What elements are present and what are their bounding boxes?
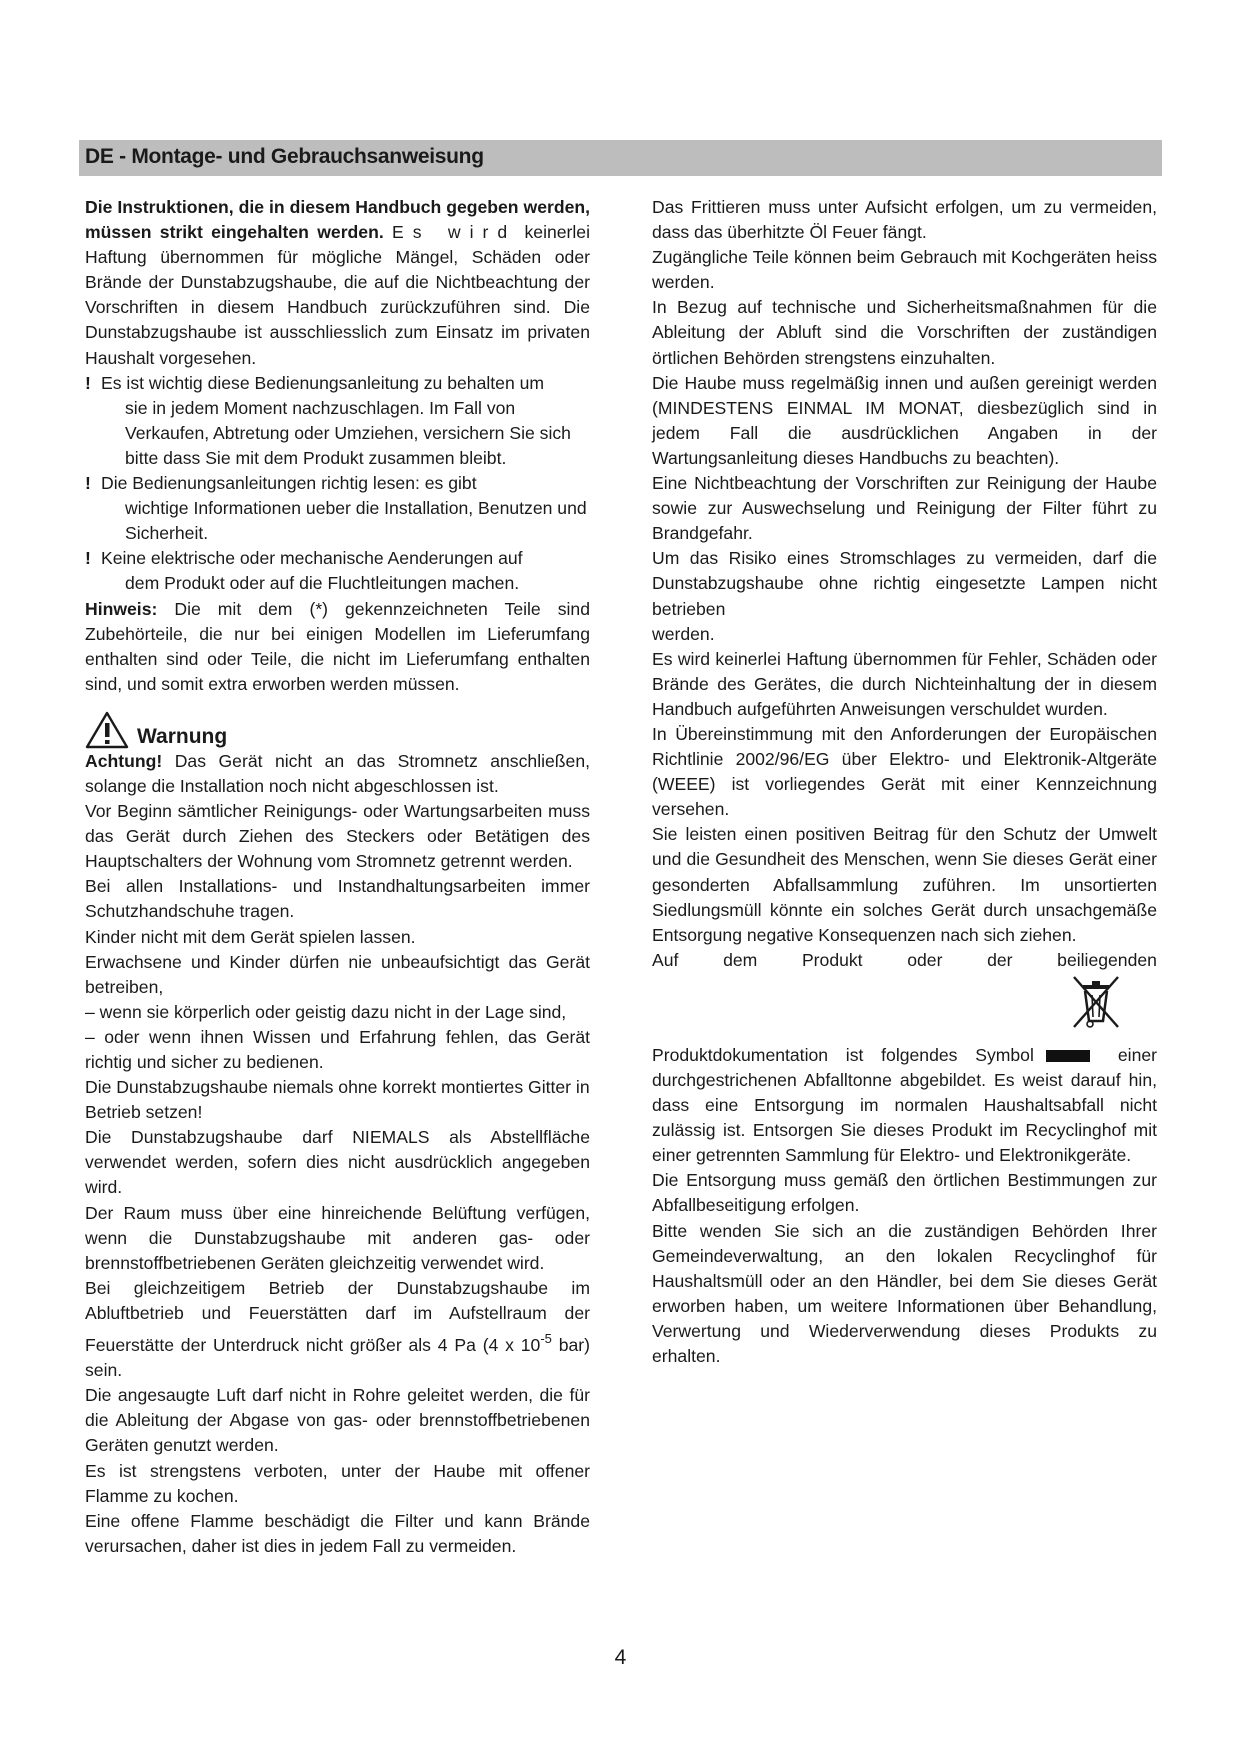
hinweis-text: Die mit dem (*) gekennzeichneten Teile sind Zubehörteile, die nur bei einigen Modellen im Lieferumfang enthalten sind oder Teile, die nicht im Lieferumfang enthalten sind, und somit extra erworben werden müssen.	[85, 598, 591, 694]
paragraph-electric-shock-end: werden.	[652, 623, 715, 644]
bullet-first-line: Es ist wichtig diese Bedienungsanleitung zu behalten um	[101, 372, 545, 393]
right-column	[652, 195, 1157, 1369]
weee-symbol-area	[652, 973, 1157, 1043]
bullet-read-manual	[85, 471, 590, 546]
paragraph-hot-parts: Zugängliche Teile können beim Gebrauch mit Kochgeräten heiss werden.	[652, 247, 1157, 293]
section-title: DE - Montage- und Gebrauchsanweisung	[85, 145, 484, 168]
symbol-text: Produktdokumentation ist folgendes Symbol	[652, 1044, 1034, 1065]
weee-word: dem	[723, 949, 758, 970]
left-column	[85, 195, 590, 1559]
paragraph-filter-damage: Eine offene Flamme beschädigt die Filter und kann Brände verursachen, daher ist dies in jedem Fall zu vermeiden.	[85, 1510, 590, 1556]
exclamation-mark: !	[85, 473, 91, 494]
paragraph-dash-physical: – wenn sie körperlich oder geistig dazu nicht in der Lage sind,	[85, 1001, 567, 1022]
paragraph-open-flame: Es ist strengstens verboten, unter der Haube mit offener Flamme zu kochen.	[85, 1460, 590, 1506]
weee-intro-line	[652, 948, 1157, 973]
warning-title: Warnung	[137, 724, 228, 748]
paragraph-gloves: Bei allen Installations- und Instandhaltungsarbeiten immer Schutzhandschuhe tragen.	[85, 876, 590, 922]
paragraph-liability: Es wird keinerlei Haftung übernommen für Fehler, Schäden oder Brände des Gerätes, die durch Nichteinhaltung der in diesem Handbuch aufgeführten Anweisungen verschuldet wurden.	[652, 648, 1157, 719]
crossed-out-bin-icon	[1068, 973, 1124, 1031]
weee-word: Produkt	[801, 949, 863, 970]
paragraph-grid: Die Dunstabzugshaube niemals ohne korrekt montiertes Gitter in Betrieb setzen!	[85, 1077, 590, 1123]
hinweis-paragraph	[85, 597, 590, 697]
page-number: 4	[614, 1646, 627, 1669]
warning-heading	[85, 711, 590, 749]
paragraph-weee-directive: In Übereinstimmung mit den Anforderungen der Europäischen Richtlinie 2002/96/EG über Elektro- und Elektronik-Altgeräte (WEEE) ist vorliegendes Gerät mit einer Kennzeichnung versehen.	[652, 723, 1157, 820]
weee-word: Auf	[652, 949, 679, 970]
paragraph-negative-pressure	[85, 1276, 590, 1383]
paragraph-no-shelf: Die Dunstabzugshaube darf NIEMALS als Abstellfläche verwendet werden, sofern dies nicht ausdrücklich angegeben wird.	[85, 1127, 590, 1198]
paragraph-electric-shock: Um das Risiko eines Stromschlages zu vermeiden, darf die Dunstabzugshaube ohne richtig eingesetzte Lampen nicht betrieben	[652, 548, 1157, 619]
achtung-label: Achtung!	[85, 750, 163, 771]
exclamation-mark: !	[85, 548, 91, 569]
paragraph-disposal: Die Entsorgung muss gemäß den örtlichen Bestimmungen zur Abfallbeseitigung erfolgen.	[652, 1170, 1157, 1216]
intro-rest-text: keinerlei Haftung übernommen für mögliche Mängel, Schäden oder Brände der Dunstabzugshaube, die auf die Nichtbeachtung der Vorschriften in diesem Handbuch zurückzuführen sind. Die Dunstabzugshaube ist ausschliesslich zum Einsatz im privaten Haushalt vorgesehen.	[85, 222, 591, 368]
paragraph-cleaning: Vor Beginn sämtlicher Reinigungs- oder Wartungsarbeiten muss das Gerät durch Ziehen des Steckers oder Betätigen des Hauptschalters der Wohnung vom Stromnetz getrennt werden.	[85, 801, 590, 872]
pressure-exponent: -5	[540, 1331, 552, 1347]
paragraph-children: Kinder nicht mit dem Gerät spielen lassen.	[85, 926, 416, 947]
achtung-text: Das Gerät nicht an das Stromnetz anschließen, solange die Installation noch nicht abgeschlossen ist.	[85, 750, 590, 796]
symbol-text-end: einer	[1117, 1044, 1157, 1065]
warning-triangle-icon	[85, 711, 129, 749]
paragraph-symbol	[652, 1043, 1157, 1168]
pressure-unit: bar) sein.	[85, 1335, 590, 1381]
paragraph-dash-knowledge: – oder wenn ihnen Wissen und Erfahrung fehlen, das Gerät richtig und sicher zu bedienen.	[85, 1026, 590, 1072]
bullet-keep-manual	[85, 371, 590, 471]
pressure-text: Bei gleichzeitigem Betrieb der Dunstabzugshaube im Abluftbetrieb und Feuerstätten darf im Aufstellraum der Feuerstätte der Unterdruck nicht größer als 4 Pa (4 x 10	[85, 1277, 590, 1356]
intro-spaced-text: Es wird	[392, 222, 517, 243]
paragraph-cleaning-interval: Die Haube muss regelmäßig innen und außen gereinigt werden (MINDESTENS EINMAL IM MONAT, diesbezüglich sind in jedem Fall die ausdrücklichen Angaben in der Wartungsanleitung dieses Handbuchs zu beachten).	[652, 372, 1157, 468]
intro-paragraph	[85, 195, 590, 371]
bullet-continuation: dem Produkt oder auf die Fluchtleitungen machen.	[125, 573, 520, 594]
intro-bold-text: Die Instruktionen, die in diesem Handbuch gegeben werden, müssen strikt eingehalten werden.	[85, 197, 590, 243]
paragraph-environment: Sie leisten einen positiven Beitrag für den Schutz der Umwelt und die Gesundheit des Menschen, wenn Sie dieses Gerät einer gesonderten Abfallsammlung zuführen. Im unsortierten Siedlungsmüll könnte ein solches Gerät durch unsachgemäße Entsorgung negative Konsequenzen nach sich ziehen.	[652, 824, 1157, 945]
weee-word: oder	[907, 949, 943, 970]
bullet-first-line: Keine elektrische oder mechanische Aenderungen auf	[101, 548, 523, 569]
bullet-no-modifications	[85, 546, 590, 596]
paragraph-frying: Das Frittieren muss unter Aufsicht erfolgen, um zu vermeiden, dass das überhitzte Öl Feuer fängt.	[652, 197, 1157, 243]
black-bar-symbol	[1046, 1050, 1090, 1062]
hinweis-label: Hinweis:	[85, 598, 158, 619]
symbol-text-rest: durchgestrichenen Abfalltonne abgebildet. Es weist darauf hin, dass eine Entsorgung im normalen Haushaltsabfall nicht zulässig ist. Entsorgen Sie dieses Produkt im Recyclinghof mit einer getrennten Sammlung für Elektro- und Elektronikgeräte.	[652, 1070, 1157, 1166]
paragraph-supervision: Erwachsene und Kinder dürfen nie unbeaufsichtigt das Gerät betreiben,	[85, 951, 590, 997]
paragraph-exhaust-pipes: Die angesaugte Luft darf nicht in Rohre geleitet werden, die für die Ableitung der Abgase von gas- oder brennstoffbetriebenen Geräten genutzt werden.	[85, 1385, 590, 1456]
bullet-first-line: Die Bedienungsanleitungen richtig lesen: es gibt	[101, 473, 477, 494]
bullet-continuation: wichtige Informationen ueber die Installation, Benutzen und Sicherheit.	[125, 498, 587, 544]
achtung-paragraph	[85, 749, 590, 799]
paragraph-fire-risk: Eine Nichtbeachtung der Vorschriften zur Reinigung der Haube sowie zur Auswechselung und Reinigung der Filter führt zu Brandgefahr.	[652, 473, 1157, 544]
weee-word: der	[987, 949, 1013, 970]
paragraph-ventilation: Der Raum muss über eine hinreichende Belüftung verfügen, wenn die Dunstabzugshaube mit anderen gas- oder brennstoffbetriebenen Geräten gleichzeitig verwendet wird.	[85, 1202, 590, 1273]
section-header-bar	[79, 140, 1162, 176]
bullet-continuation: sie in jedem Moment nachzuschlagen. Im Fall von Verkaufen, Abtretung oder Umziehen, versichern Sie sich bitte dass Sie mit dem Produkt zusammen bleibt.	[125, 397, 571, 468]
paragraph-authorities: Bitte wenden Sie sich an die zuständigen Behörden Ihrer Gemeindeverwaltung, an den lokalen Recyclinghof für Haushaltsmüll oder an den Händler, bei dem Sie dieses Gerät erworben haben, um weitere Informationen über Behandlung, Verwertung und Wiederverwendung dieses Produkts zu erhalten.	[652, 1220, 1157, 1367]
exclamation-mark: !	[85, 372, 91, 393]
paragraph-regulations: In Bezug auf technische und Sicherheitsmaßnahmen für die Ableitung der Abluft sind die Vorschriften der zuständigen örtlichen Behörden strengstens einzuhalten.	[652, 297, 1157, 368]
weee-word: beiliegenden	[1057, 949, 1157, 970]
